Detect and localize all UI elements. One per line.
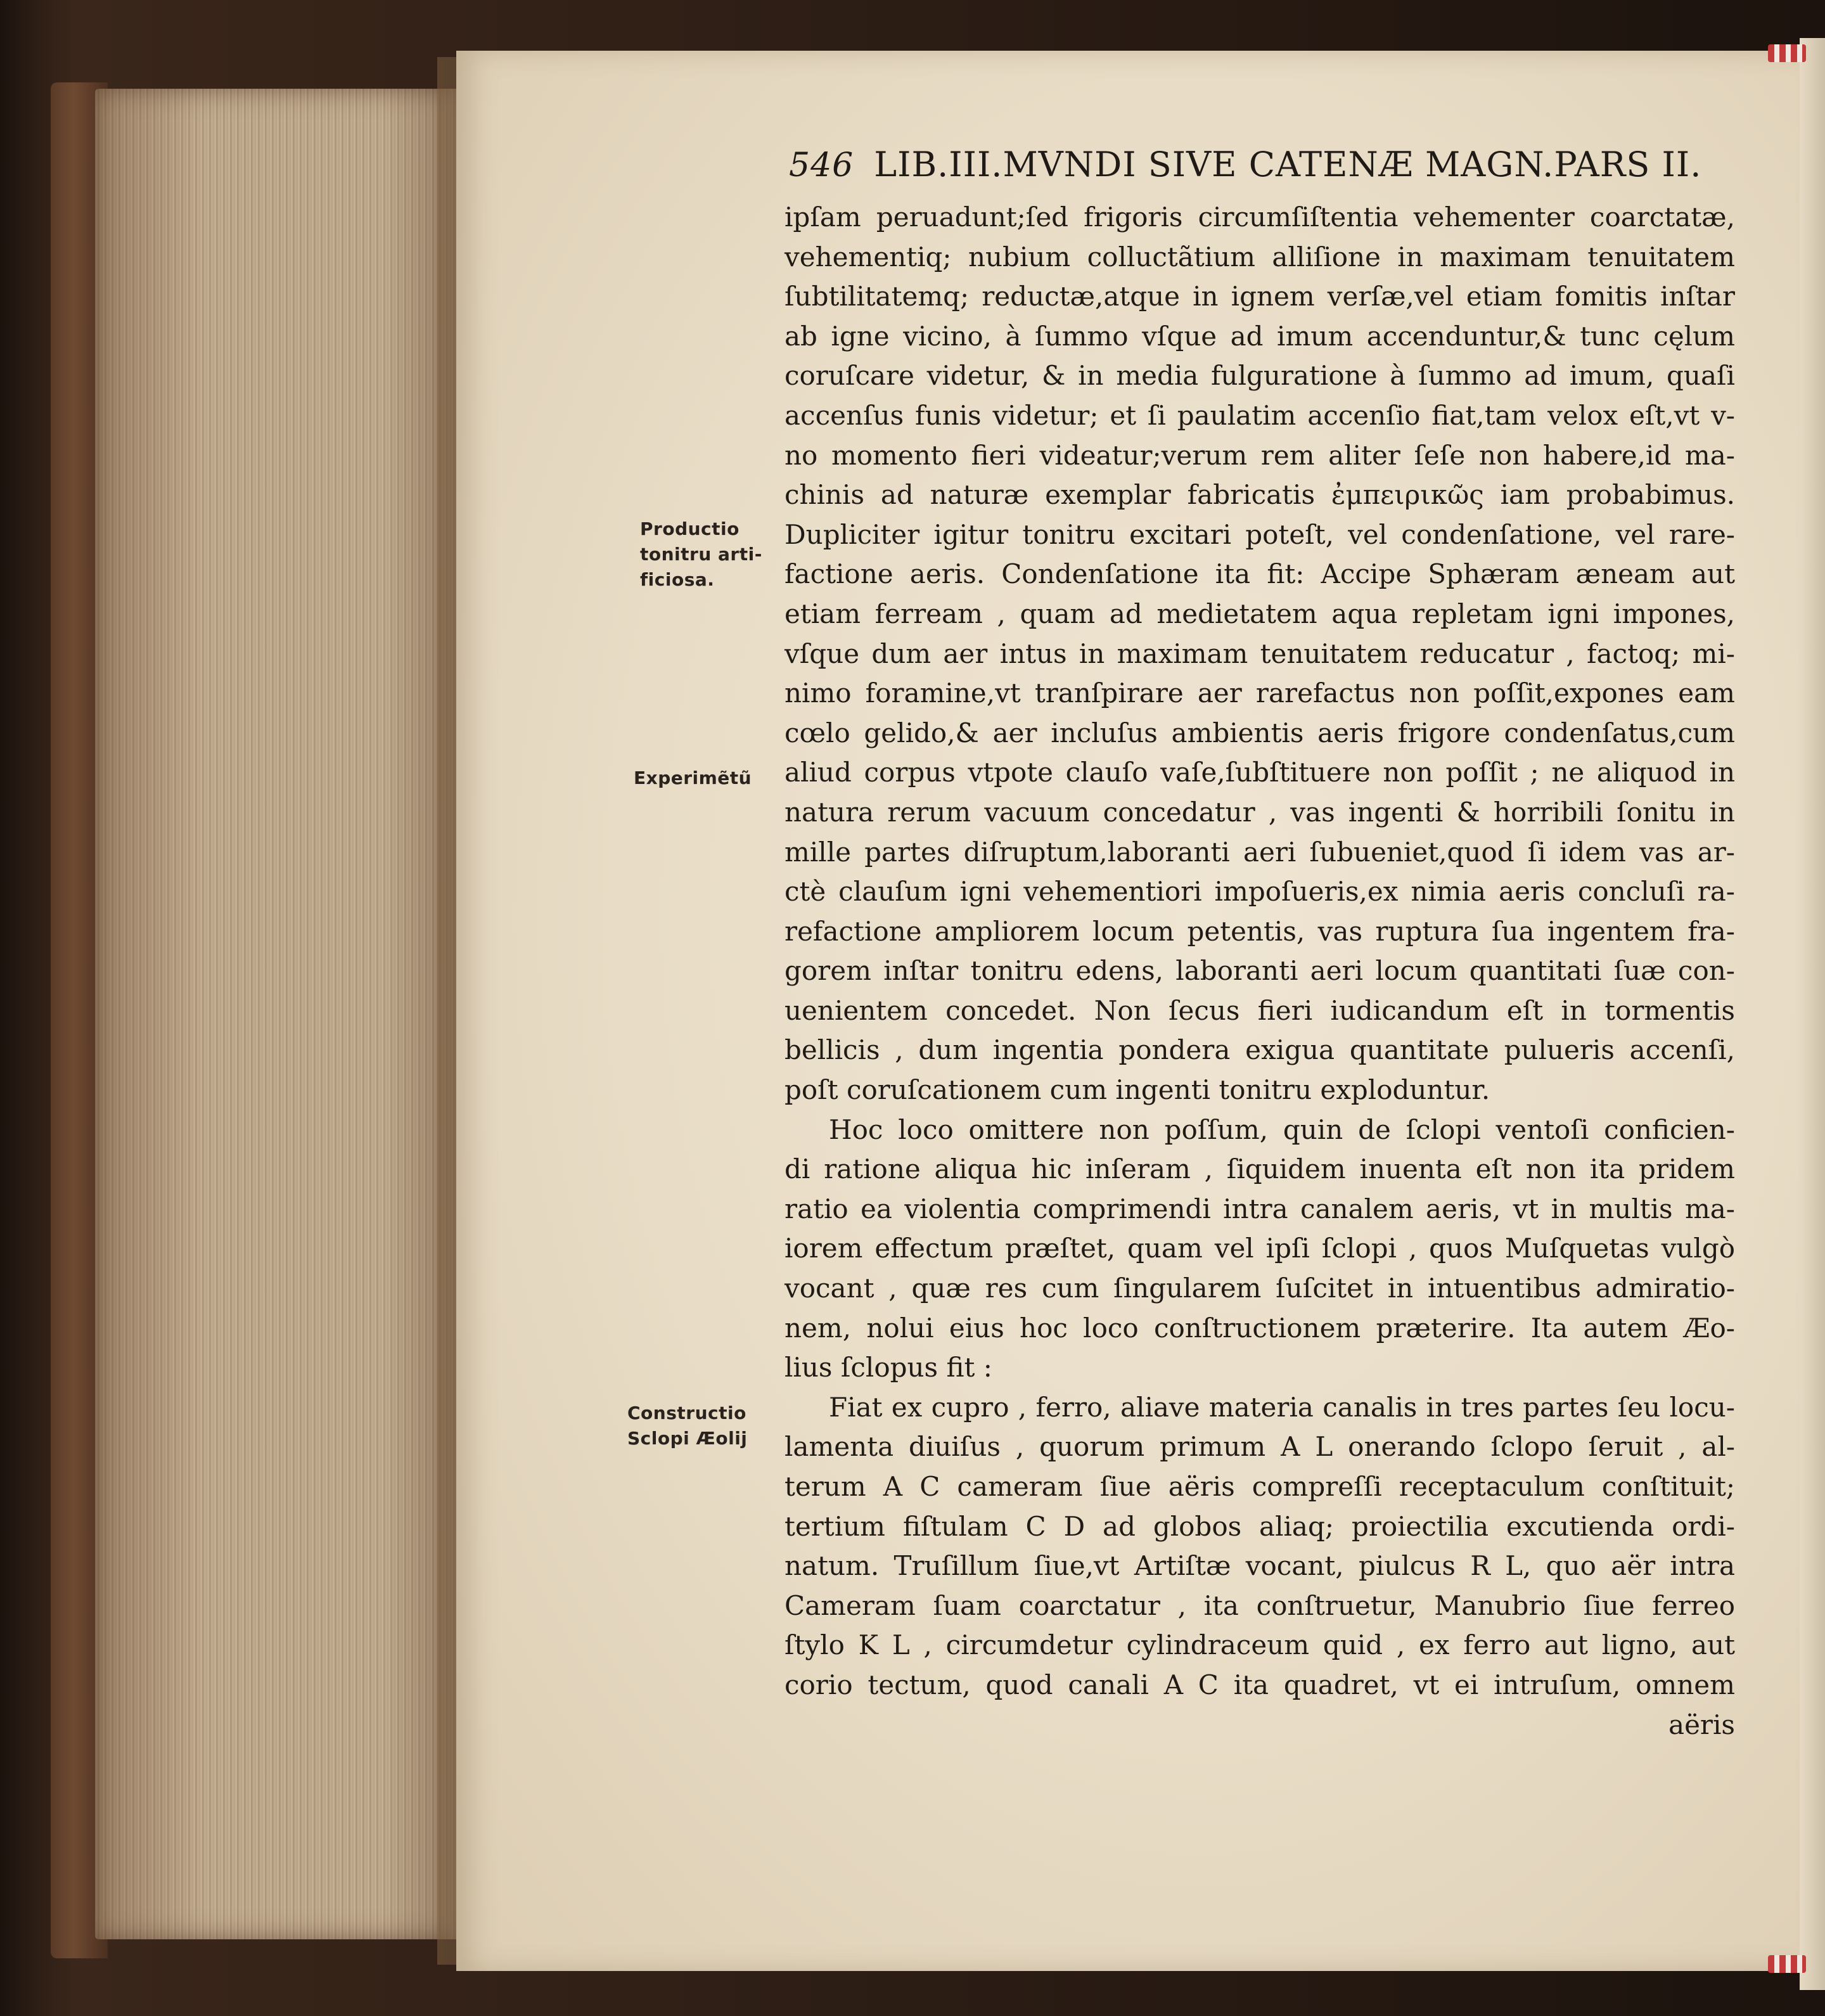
text-line: Hoc loco omittere non poſſum, quin de ſclopi ventoſi conficien- <box>829 1114 1735 1145</box>
text-line: factione aeris. Condenſatione ita fit: Accipe Sphæram æneam aut <box>784 558 1735 590</box>
text-line: nem, nolui eius hoc loco conſtructionem præterire. Ita autem Æo- <box>784 1312 1735 1344</box>
text-line: lius ſclopus fit : <box>784 1352 992 1384</box>
text-line: lamenta diuiſus , quorum primum A L onerando ſclopo ſeruit , al- <box>784 1431 1735 1463</box>
running-header <box>789 144 1727 195</box>
text-line: chinis ad naturæ exemplar fabricatis ἐμπειρικῶς iam probabimus. <box>784 479 1735 511</box>
text-line: nimo foramine,vt tranſpirare aer rarefactus non poſſit,expones eam <box>784 677 1735 709</box>
text-line: ratio ea violentia comprimendi intra canalem aeris, vt in multis ma- <box>784 1193 1735 1224</box>
text-line: ab igne vicino, à ſummo vſque ad imum accenduntur,& tunc cęlum <box>784 320 1735 352</box>
text-line: Cameram ſuam coarctatur , ita conſtruetur, Manubrio ſiue ferreo <box>784 1589 1735 1621</box>
text-line: coruſcare videtur, & in media fulguratione à ſummo ad imum, quaſi <box>784 360 1735 392</box>
text-line: ſubtilitatemq; reductæ,atque in ignem verſæ,vel etiam fomitis inſtar <box>784 281 1735 312</box>
text-line: terum A C cameram ſiue aëris compreſſi receptaculum conſtituit; <box>784 1471 1735 1502</box>
text-line: bellicis , dum ingentia pondera exigua quantitate pulueris accenſi, <box>784 1034 1735 1066</box>
text-line: cœlo gelido,& aer incluſus ambientis aeris frigore condenſatus,cum <box>784 717 1735 748</box>
text-line: natura rerum vacuum concedatur , vas ingenti & horribili ſonitu in <box>784 796 1735 828</box>
margin-note-line: Productio <box>640 518 740 539</box>
text-line: no momento fieri videatur;verum rem aliter ſeſe non habere,id ma- <box>784 439 1735 471</box>
text-line: tertium fiſtulam C D ad globos aliaq; proiectilia excutienda ordi- <box>784 1510 1735 1542</box>
text-line: vocant , quæ res cum ſingularem ſuſcitet in intuentibus admiratio- <box>784 1273 1735 1304</box>
text-line: corio tectum, quod canali A C ita quadret, vt ei intruſum, omnem <box>784 1669 1735 1700</box>
margin-note-line: ficiosa. <box>640 569 715 590</box>
text-line: refactione ampliorem locum petentis, vas ruptura ſua ingentem fra- <box>784 915 1735 947</box>
body-text <box>784 198 1735 1745</box>
text-line: di ratione aliqua hic inſeram , ſiquidem inuenta eſt non ita pridem <box>784 1153 1735 1185</box>
margin-note-productio <box>640 517 762 593</box>
margin-note-line: Sclopi Æolij <box>627 1428 748 1449</box>
margin-note-line: Experimẽtũ <box>634 767 752 788</box>
bookmark-ribbon-bottom <box>1768 1955 1806 1973</box>
text-line: iorem effectum præſtet, quam vel ipſi ſclopi , quos Muſquetas vulgò <box>784 1233 1735 1264</box>
text-line: Dupliciter igitur tonitru excitari poteſt, vel condenſatione, vel rare- <box>784 518 1735 550</box>
text-line: natum. Truſillum ſiue,vt Artiſtæ vocant, piulcus R L, quo aër intra <box>784 1550 1735 1582</box>
page-number: 546 <box>789 146 854 184</box>
text-line: ctè clauſum igni vehementiori impoſueris,ex nimia aeris concluſi ra- <box>784 876 1735 908</box>
text-line: Fiat ex cupro , ferro, aliave materia canalis in tres partes ſeu locu- <box>829 1391 1735 1423</box>
text-line: poſt coruſcationem cum ingenti tonitru exploduntur. <box>784 1074 1490 1106</box>
text-line: ſtylo K L , circumdetur cylindraceum quid , ex ferro aut ligno, aut <box>784 1629 1735 1661</box>
margin-note-constructio <box>627 1401 747 1451</box>
page-block-edges <box>95 89 456 1939</box>
text-line: mille partes diſruptum,laboranti aeri ſubueniet,quod ſi idem vas ar- <box>784 836 1735 868</box>
text-line: aliud corpus vtpote clauſo vaſe,ſubſtituere non poſſit ; ne aliquod in <box>784 757 1735 788</box>
facing-page-edge <box>1800 38 1825 1990</box>
margin-note-line: Constructio <box>627 1403 746 1423</box>
text-line: gorem inſtar tonitru edens, laboranti aeri locum quantitati ſuæ con- <box>784 955 1735 987</box>
text-line: vehementiq; nubium colluctãtium alliſione in maximam tenuitatem <box>784 241 1735 273</box>
text-line: ipſam peruadunt;ſed frigoris circumſiſtentia vehementer coarctatæ, <box>784 202 1735 233</box>
bookmark-ribbon-top <box>1768 44 1806 62</box>
text-line: uenientem concedet. Non ſecus fieri iudicandum eſt in tormentis <box>784 994 1735 1026</box>
text-line: accenſus funis videtur; et ſi paulatim accenſio fiat,tam velox eſt,vt v- <box>784 399 1735 431</box>
running-head-title: LIB.III.MVNDI SIVE CATENÆ MAGN.PARS II. <box>874 144 1702 184</box>
text-line: vſque dum aer intus in maximam tenuitatem reducatur , factoq; mi- <box>784 638 1735 669</box>
margin-note-line: tonitru arti- <box>640 544 762 565</box>
catchword: aëris <box>1668 1709 1735 1740</box>
margin-note-experimentum <box>634 766 752 791</box>
text-line: etiam ferream , quam ad medietatem aqua repletam igni impones, <box>784 598 1735 629</box>
